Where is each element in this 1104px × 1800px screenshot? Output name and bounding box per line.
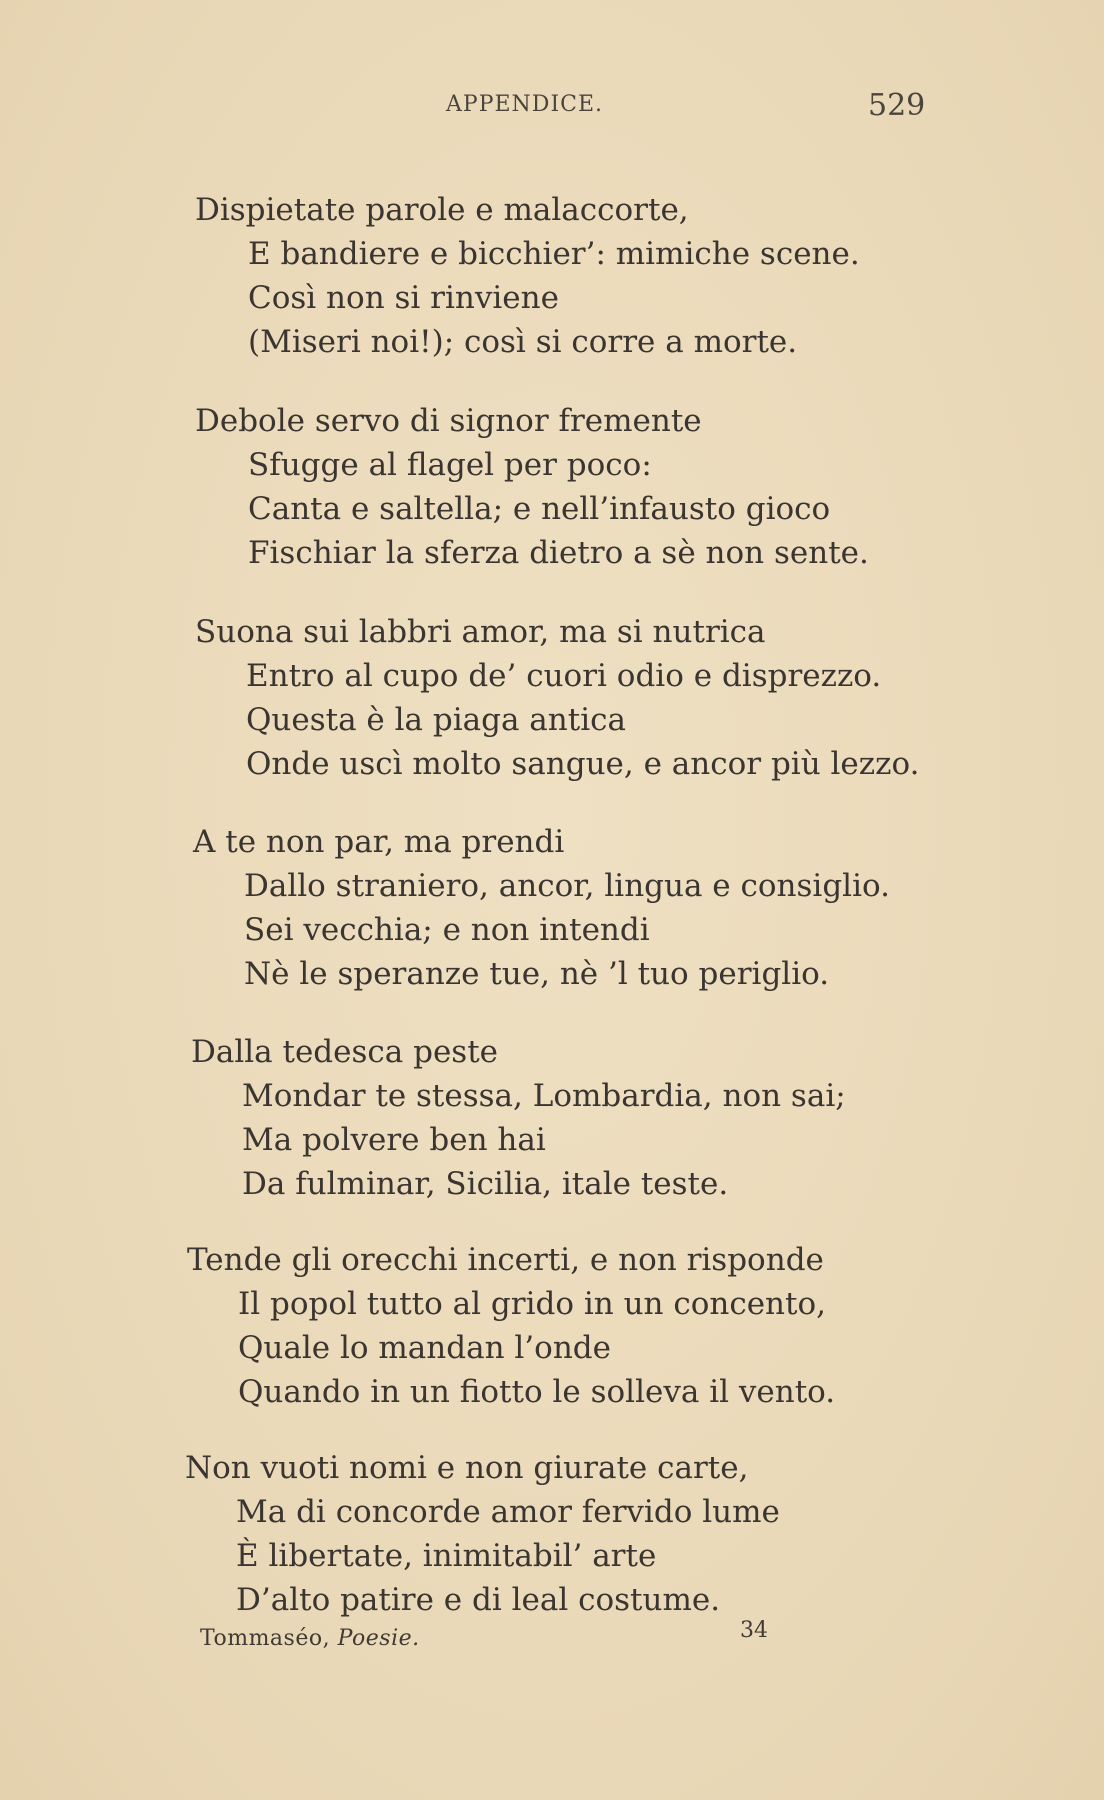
- verse-line: Sei vecchia; e non intendi: [244, 912, 650, 948]
- verse-line: Entro al cupo de’ cuori odio e disprezzo.: [246, 658, 882, 694]
- verse-line: E bandiere e bicchier’: mimiche scene.: [248, 236, 860, 272]
- verse-line: Canta e saltella; e nell’infausto gioco: [248, 491, 831, 527]
- verse-line: Fischiar la sferza dietro a sè non sente.: [248, 535, 869, 571]
- running-head: APPENDICE.: [446, 92, 604, 117]
- verse-line: Nè le speranze tue, nè ’l tuo periglio.: [244, 956, 830, 992]
- verse-line: Dallo straniero, ancor, lingua e consiglio.: [244, 868, 890, 904]
- verse-line: D’alto patire e di leal costume.: [236, 1582, 721, 1618]
- verse-line: Dispietate parole e malaccorte,: [195, 192, 689, 228]
- verse-line: Tende gli orecchi incerti, e non risponde: [187, 1242, 824, 1278]
- work-title: Poesie.: [337, 1626, 420, 1651]
- footer-author: [200, 1626, 420, 1651]
- verse-line: Ma polvere ben hai: [242, 1122, 546, 1158]
- verse-line: Questa è la piaga antica: [246, 702, 626, 738]
- verse-line: Non vuoti nomi e non giurate carte,: [185, 1450, 749, 1486]
- verse-line: Quale lo mandan l’onde: [238, 1330, 611, 1366]
- verse-line: Da fulminar, Sicilia, itale teste.: [242, 1166, 729, 1202]
- verse-line: Quando in un fiotto le solleva il vento.: [238, 1374, 836, 1410]
- verse-line: Suona sui labbri amor, ma si nutrica: [195, 614, 766, 650]
- verse-line: Ma di concorde amor fervido lume: [236, 1494, 780, 1530]
- verse-line: (Miseri noi!); così si corre a morte.: [248, 324, 798, 360]
- verse-line: Onde uscì molto sangue, e ancor più lezzo.: [246, 746, 920, 782]
- verse-line: Debole servo di signor fremente: [195, 403, 702, 439]
- verse-line: Sfugge al flagel per poco:: [248, 447, 652, 483]
- page-number: 529: [868, 88, 926, 123]
- verse-line: Dalla tedesca peste: [191, 1034, 499, 1070]
- verse-line: A te non par, ma prendi: [193, 824, 565, 860]
- verse-line: Mondar te stessa, Lombardia, non sai;: [242, 1078, 846, 1114]
- signature-mark: 34: [740, 1618, 768, 1643]
- author-name: Tommaséo,: [200, 1626, 331, 1651]
- verse-line: È libertate, inimitabil’ arte: [236, 1538, 657, 1574]
- verse-line: Così non si rinviene: [248, 280, 559, 316]
- verse-line: Il popol tutto al grido in un concento,: [238, 1286, 827, 1322]
